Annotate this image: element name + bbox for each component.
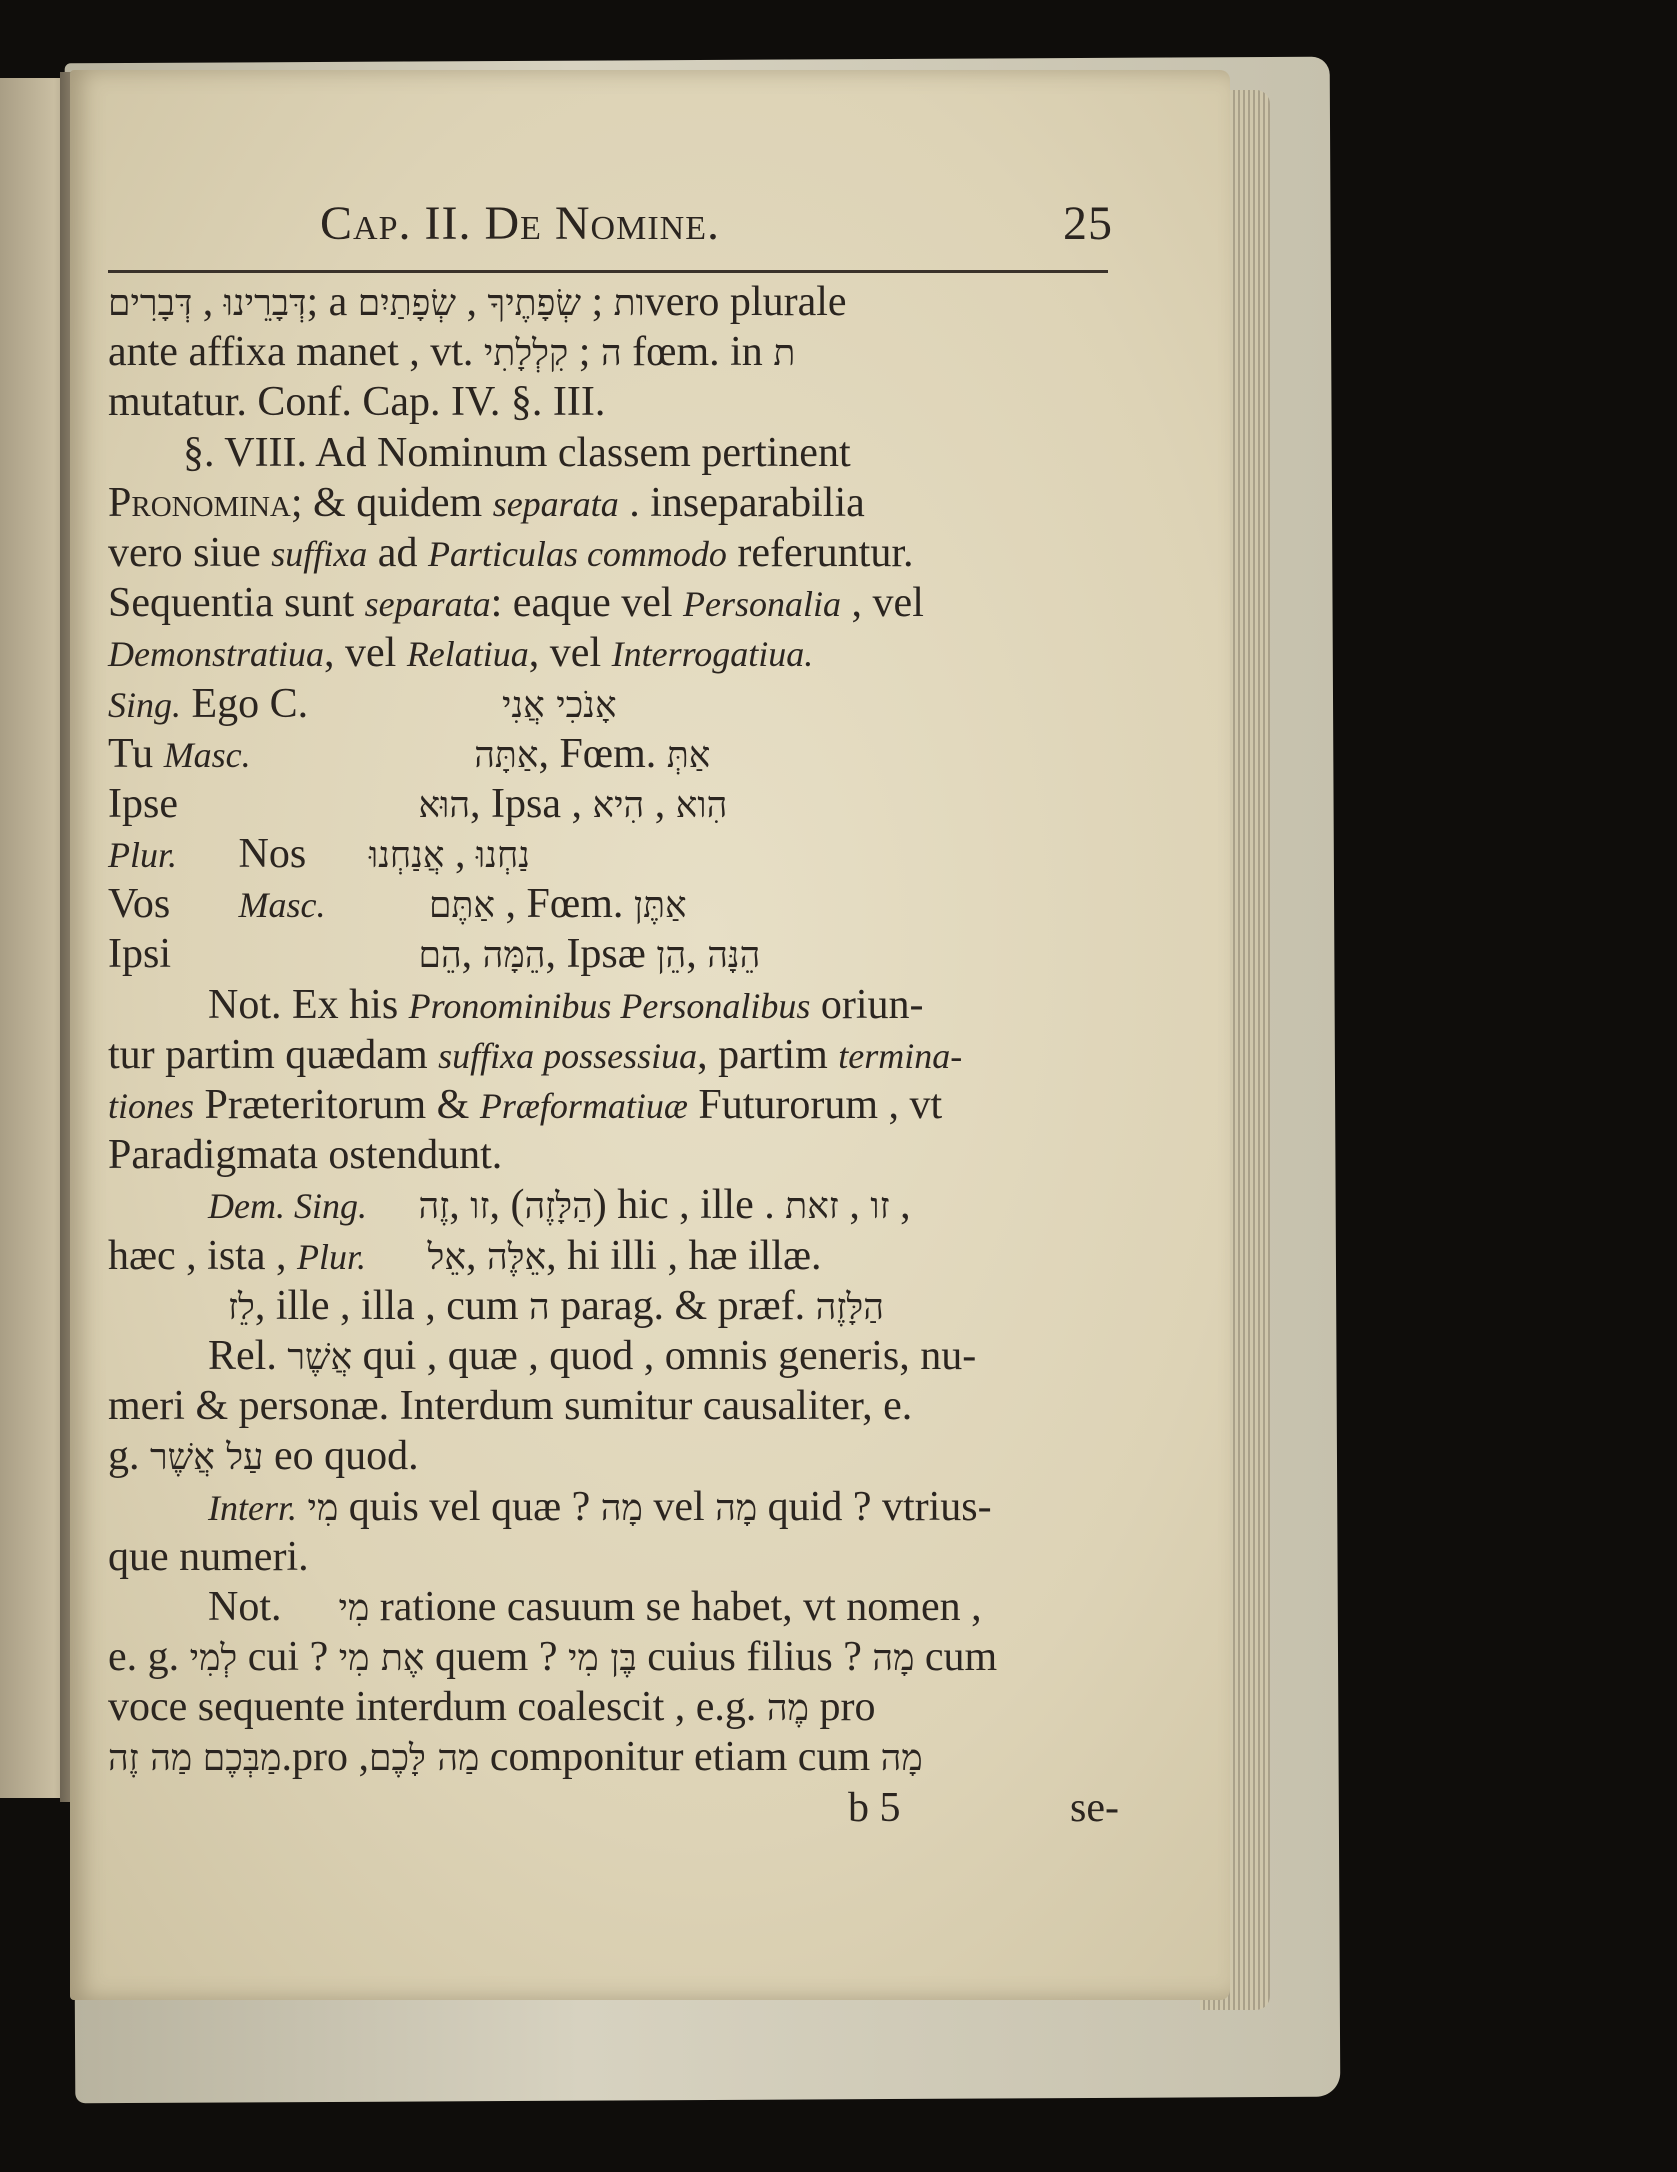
italic-text: suffixa bbox=[271, 533, 368, 574]
text-line-20 bbox=[108, 1231, 1123, 1281]
text-line-7 bbox=[108, 578, 1123, 628]
hebrew-word: דְּבָרִים bbox=[108, 283, 193, 324]
line-text: quem ? bbox=[435, 1634, 558, 1681]
page-text bbox=[108, 196, 1123, 1833]
hebrew-word: ה bbox=[600, 333, 622, 375]
line-text: , bbox=[465, 1232, 477, 1279]
text-line-30 bbox=[108, 1732, 1123, 1782]
hebrew-word: שְׂפָתֶיךָ bbox=[487, 283, 581, 324]
hebrew-word: הִוא bbox=[675, 784, 728, 826]
line-text: , Ipsæ bbox=[545, 931, 646, 978]
hebrew-word: הוּא bbox=[418, 784, 471, 826]
hebrew-word: אַתָּה bbox=[474, 734, 539, 776]
line-text: Ipsi bbox=[108, 931, 171, 978]
italic-text: Relatiua bbox=[406, 634, 529, 675]
running-header bbox=[108, 196, 1123, 266]
line-text: Not. Ex his bbox=[208, 981, 399, 1028]
hebrew-word: ת bbox=[773, 333, 796, 375]
line-text: , bbox=[466, 279, 478, 325]
hebrew-word: ות bbox=[613, 283, 645, 324]
text-line-2 bbox=[108, 327, 1123, 377]
line-text: ; & quidem bbox=[290, 479, 483, 526]
line-text: , bbox=[654, 780, 666, 827]
line-text: , bbox=[900, 1182, 911, 1229]
line-text: ( bbox=[510, 1182, 525, 1229]
italic-text: Personalia bbox=[683, 584, 842, 625]
hebrew-word: מַה לָּכֶם bbox=[368, 1738, 480, 1780]
text-line-18 bbox=[108, 1130, 1123, 1180]
running-title: Cap. II. De Nomine. bbox=[320, 197, 720, 250]
text-line-16 bbox=[108, 1030, 1123, 1080]
line-text: que numeri. bbox=[108, 1533, 309, 1580]
italic-text: Dem. Sing. bbox=[208, 1186, 367, 1227]
hebrew-word: נַחְנוּ bbox=[476, 835, 530, 877]
hebrew-word: מַבְּכֶם bbox=[202, 1738, 282, 1780]
line-text: . inseparabilia bbox=[629, 479, 865, 526]
text-line-13 bbox=[108, 879, 1123, 929]
line-text: e. g. bbox=[108, 1634, 180, 1681]
hebrew-word: מָה bbox=[872, 1638, 915, 1680]
line-text: .pro , bbox=[281, 1734, 369, 1781]
italic-text: Plur. bbox=[108, 835, 178, 876]
italic-text: Particulas commodo bbox=[427, 533, 727, 574]
header-rule bbox=[108, 270, 1108, 273]
line-text: parag. & præf. bbox=[560, 1282, 806, 1329]
line-text: referuntur. bbox=[737, 529, 914, 576]
italic-text: Interr. bbox=[208, 1487, 297, 1528]
hebrew-word: מָה bbox=[600, 1487, 643, 1529]
line-text: ; a bbox=[306, 279, 348, 325]
hebrew-word: מָה bbox=[715, 1487, 758, 1529]
line-text: g. bbox=[108, 1433, 140, 1480]
line-text: , bbox=[489, 1182, 500, 1229]
text-line-1 bbox=[108, 277, 1123, 327]
line-text: : eaque vel bbox=[490, 580, 673, 627]
line-text: vero plurale bbox=[644, 279, 847, 325]
line-text: qui , quæ , quod , omnis generis, nu- bbox=[362, 1332, 977, 1379]
hebrew-word: הַלָּזֶה bbox=[815, 1286, 884, 1328]
line-text: , Fœm. bbox=[538, 730, 657, 777]
text-line-17 bbox=[108, 1080, 1123, 1130]
line-text: , vel bbox=[528, 630, 602, 677]
italic-text: Masc. bbox=[163, 734, 251, 775]
line-text: cui ? bbox=[247, 1634, 329, 1681]
footer-line bbox=[108, 1783, 1123, 1833]
line-text: ; bbox=[578, 329, 591, 376]
line-text: , bbox=[449, 1182, 460, 1229]
line-text: , bbox=[849, 1182, 860, 1229]
line-text: hæc , ista , bbox=[108, 1232, 287, 1279]
line-text: oriun- bbox=[820, 981, 924, 1028]
line-text: Nos bbox=[238, 831, 307, 878]
line-text: , vt. bbox=[409, 329, 474, 376]
text-line-8 bbox=[108, 628, 1123, 678]
italic-text: separata bbox=[364, 584, 491, 625]
hebrew-word: הַלָּזֶה bbox=[524, 1186, 593, 1228]
line-text: , bbox=[202, 279, 214, 325]
hebrew-word: זו bbox=[870, 1186, 890, 1228]
hebrew-word: מִי bbox=[338, 1587, 370, 1629]
line-text: , bbox=[686, 931, 697, 978]
hebrew-word: דְּבָרֵינוּ bbox=[223, 283, 307, 324]
line-text: fœm. in bbox=[632, 329, 763, 376]
line-text: meri & personæ. Interdum sumitur causaliter, e. bbox=[108, 1383, 913, 1430]
line-text: Paradigmata ostendunt. bbox=[108, 1132, 503, 1179]
text-line-14 bbox=[108, 929, 1123, 979]
italic-text: tiones bbox=[108, 1086, 194, 1126]
line-text: quid ? vtrius- bbox=[767, 1483, 992, 1530]
line-text: voce sequente interdum coalescit , e.g. bbox=[108, 1684, 757, 1731]
text-line-21 bbox=[108, 1281, 1123, 1331]
hebrew-word: זאת bbox=[785, 1186, 839, 1228]
line-text: , ille , illa , cum bbox=[254, 1282, 519, 1329]
text-line-24 bbox=[108, 1431, 1123, 1481]
line-text: ) hic , ille . bbox=[592, 1182, 775, 1229]
hebrew-word: לְמִי bbox=[189, 1638, 238, 1680]
line-text: cum bbox=[924, 1634, 998, 1681]
italic-text: Plur. bbox=[296, 1236, 366, 1277]
hebrew-word: זֶה bbox=[418, 1186, 450, 1228]
hebrew-word: אַתְּ bbox=[666, 734, 711, 776]
text-line-12 bbox=[108, 829, 1123, 879]
line-text: , partim bbox=[697, 1031, 828, 1078]
italic-text: Interrogatiua. bbox=[611, 634, 814, 675]
line-text: Ipse bbox=[108, 780, 178, 827]
line-text: Ego C. bbox=[191, 680, 309, 727]
line-text: , vel bbox=[851, 580, 924, 627]
hebrew-word: אַתֶּן bbox=[633, 885, 687, 927]
line-text: , Ipsa , bbox=[470, 780, 583, 827]
line-text: Sequentia sunt bbox=[108, 580, 355, 627]
hebrew-word: הֵמָּה bbox=[482, 935, 546, 977]
hebrew-word: אֲשֶׁר bbox=[287, 1336, 353, 1378]
italic-text: separata bbox=[492, 483, 619, 524]
line-text: , Fœm. bbox=[505, 881, 624, 928]
text-line-19 bbox=[108, 1180, 1123, 1230]
hebrew-word: מַה זֶה bbox=[108, 1738, 193, 1780]
line-text: Tu bbox=[108, 730, 154, 777]
text-line-10 bbox=[108, 729, 1123, 779]
line-text: ante affixa manet bbox=[108, 329, 399, 376]
hebrew-word: אֶת מִי bbox=[338, 1638, 425, 1680]
line-text: , vel bbox=[324, 630, 397, 677]
catchword: se- bbox=[1070, 1784, 1119, 1831]
text-line-26 bbox=[108, 1532, 1123, 1582]
text-line-4 bbox=[108, 428, 1123, 478]
text-line-23 bbox=[108, 1381, 1123, 1431]
line-text: Pronomina bbox=[108, 479, 291, 526]
line-text: Vos bbox=[108, 881, 171, 928]
line-text: Futurorum , vt bbox=[698, 1082, 943, 1128]
line-text: , bbox=[455, 831, 466, 878]
italic-text: Sing. bbox=[108, 684, 182, 725]
line-text: , hi illi , hæ illæ. bbox=[546, 1232, 822, 1279]
hebrew-word: הֵנָּה bbox=[707, 935, 761, 977]
line-text: ; bbox=[591, 279, 604, 325]
line-text: cuius filius ? bbox=[647, 1634, 862, 1681]
text-line-22 bbox=[108, 1331, 1123, 1381]
hebrew-word: הִיא bbox=[592, 784, 645, 826]
italic-text: Pronominibus Personalibus bbox=[408, 985, 811, 1026]
line-text: componitur etiam cum bbox=[489, 1734, 871, 1781]
hebrew-word: ה bbox=[529, 1286, 550, 1328]
hebrew-word: אַתֶּם bbox=[429, 885, 496, 927]
line-text: Præteritorum & bbox=[204, 1082, 470, 1128]
hebrew-word: אָנֹכִי אֲנִי bbox=[502, 684, 617, 726]
italic-text: Masc. bbox=[238, 885, 326, 926]
hebrew-word: לֵז bbox=[228, 1286, 255, 1328]
hebrew-word: הֵן bbox=[656, 935, 687, 977]
italic-text: Præformatiuæ bbox=[479, 1086, 688, 1126]
hebrew-word: קִלְלָתִי bbox=[483, 333, 569, 375]
text-line-15 bbox=[108, 980, 1123, 1030]
line-text: , bbox=[461, 931, 473, 978]
hebrew-word: עַל אֲשֶׁר bbox=[150, 1437, 264, 1479]
line-text: pro bbox=[819, 1684, 876, 1731]
italic-text: suffixa possessiua bbox=[438, 1035, 698, 1076]
line-text: mutatur. Conf. Cap. IV. §. III. bbox=[108, 379, 606, 426]
line-text: quis vel quæ ? bbox=[348, 1483, 591, 1530]
line-text: ratione casuum se habet, vt nomen , bbox=[379, 1583, 982, 1630]
line-text: tur partim quædam bbox=[108, 1031, 428, 1078]
hebrew-word: אֲנַחְנוּ bbox=[369, 835, 445, 877]
text-line-5 bbox=[108, 478, 1123, 528]
line-text: vero siue bbox=[108, 529, 261, 576]
hebrew-word: הֵם bbox=[418, 935, 462, 977]
text-line-28 bbox=[108, 1632, 1123, 1682]
text-line-3 bbox=[108, 377, 1123, 427]
hebrew-word: אֵלֶּה bbox=[486, 1236, 547, 1278]
page-number: 25 bbox=[1063, 197, 1113, 250]
hebrew-word: בֶּן מִי bbox=[567, 1638, 637, 1680]
line-text: Not. bbox=[208, 1583, 282, 1630]
text-line-6 bbox=[108, 528, 1123, 578]
signature-mark: b 5 bbox=[848, 1784, 901, 1831]
italic-text: termina- bbox=[838, 1035, 963, 1076]
hebrew-word: מִי bbox=[307, 1487, 339, 1529]
italic-text: Demonstratiua bbox=[108, 634, 324, 675]
text-line-27 bbox=[108, 1582, 1123, 1632]
line-text: eo quod. bbox=[273, 1433, 419, 1480]
text-line-9 bbox=[108, 679, 1123, 729]
line-text: Rel. bbox=[208, 1332, 277, 1379]
line-text: vel bbox=[653, 1483, 705, 1530]
text-line-25 bbox=[108, 1482, 1123, 1532]
line-text: §. VIII. Ad Nominum classem pertinent bbox=[183, 429, 851, 476]
hebrew-word: זו bbox=[470, 1186, 490, 1228]
hebrew-word: מָה bbox=[880, 1738, 923, 1780]
hebrew-word: שְׂפָתַיִם bbox=[357, 283, 457, 324]
line-text: ad bbox=[377, 529, 418, 576]
hebrew-word: אֵל bbox=[427, 1236, 466, 1278]
text-line-29 bbox=[108, 1682, 1123, 1732]
hebrew-word: מֶה bbox=[766, 1688, 809, 1730]
text-line-11 bbox=[108, 779, 1123, 829]
